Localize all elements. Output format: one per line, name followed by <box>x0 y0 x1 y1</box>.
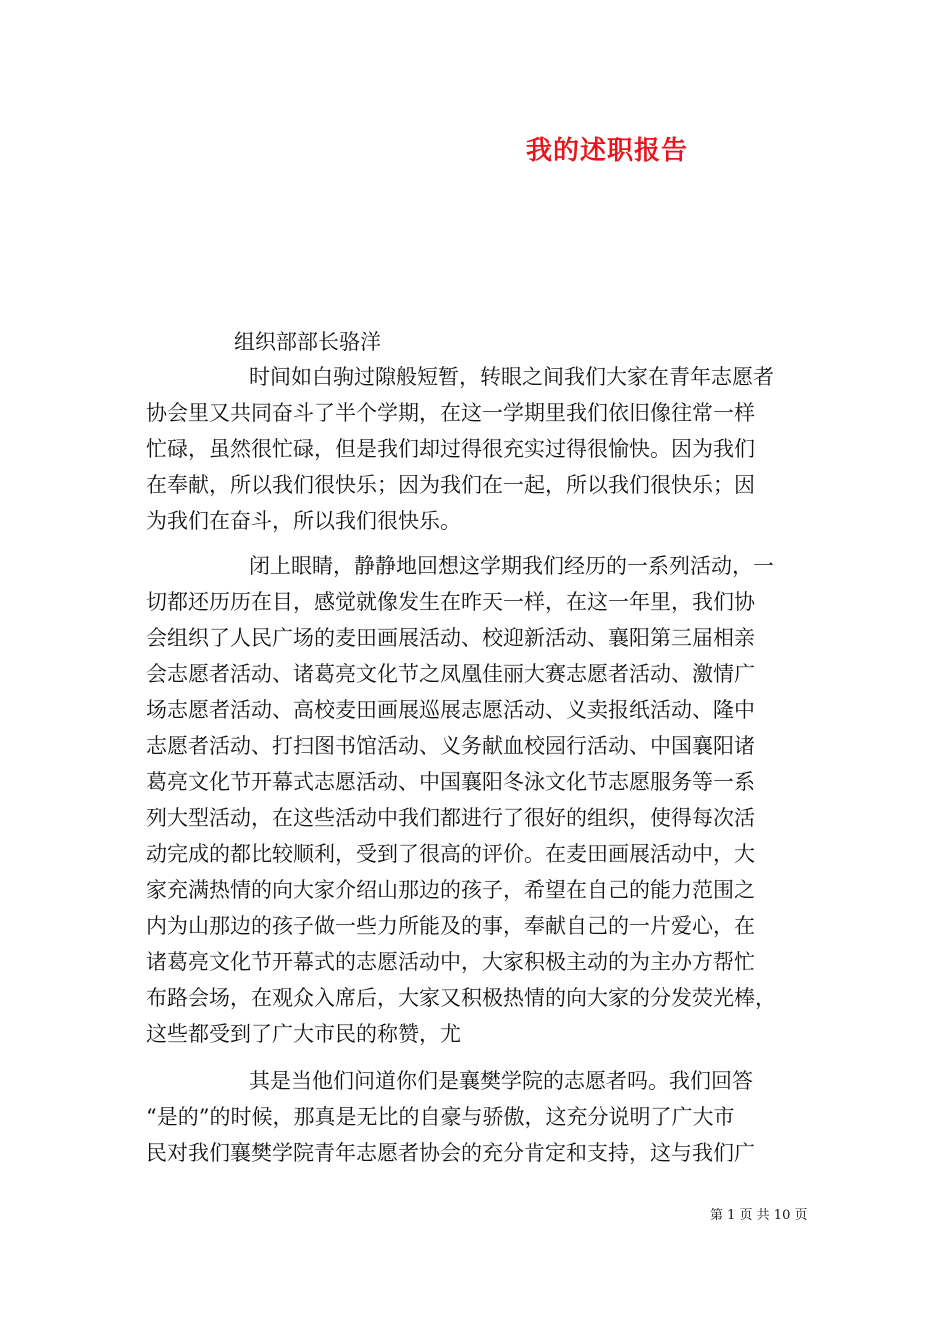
text-line: 切都还历历在目，感觉就像发生在昨天一样，在这一年里，我们协 <box>146 590 755 614</box>
text-line: 葛亮文化节开幕式志愿活动、中国襄阳冬泳文化节志愿服务等一系 <box>146 770 755 794</box>
text-line: 会志愿者活动、诸葛亮文化节之凤凰佳丽大赛志愿者活动、激情广 <box>146 662 755 686</box>
text-line: 时间如白驹过隙般短暂，转眼之间我们大家在青年志愿者 <box>249 365 774 389</box>
text-line: 布路会场，在观众入席后，大家又积极热情的向大家的分发荧光棒， <box>146 986 776 1010</box>
text-line: 民对我们襄樊学院青年志愿者协会的充分肯定和支持，这与我们广 <box>146 1141 755 1165</box>
text-line: 家充满热情的向大家介绍山那边的孩子，希望在自己的能力范围之 <box>146 878 755 902</box>
text-line: 会组织了人民广场的麦田画展活动、校迎新活动、襄阳第三届相亲 <box>146 626 755 650</box>
text-line: “是的”的时候，那真是无比的自豪与骄傲，这充分说明了广大市 <box>146 1105 735 1129</box>
text-line: 动完成的都比较顺利，受到了很高的评价。在麦田画展活动中，大 <box>146 842 755 866</box>
text-line: 闭上眼睛，静静地回想这学期我们经历的一系列活动，一 <box>249 554 774 578</box>
author-line: 组织部部长骆洋 <box>234 330 381 354</box>
text-line: 志愿者活动、打扫图书馆活动、义务献血校园行活动、中国襄阳诸 <box>146 734 755 758</box>
text-line: 诸葛亮文化节开幕式的志愿活动中，大家积极主动的为主办方帮忙 <box>146 950 755 974</box>
text-line: 在奉献，所以我们很快乐；因为我们在一起，所以我们很快乐；因 <box>146 473 755 497</box>
text-line: 内为山那边的孩子做一些力所能及的事，奉献自己的一片爱心，在 <box>146 914 755 938</box>
text-line: 这些都受到了广大市民的称赞，尤 <box>146 1022 461 1046</box>
text-line: 协会里又共同奋斗了半个学期，在这一学期里我们依旧像往常一样 <box>146 401 755 425</box>
page-number-footer: 第 1 页 共 10 页 <box>710 1208 808 1223</box>
text-line: 列大型活动，在这些活动中我们都进行了很好的组织，使得每次活 <box>146 806 755 830</box>
text-line: 为我们在奋斗，所以我们很快乐。 <box>146 509 461 533</box>
document-title: 我的述职报告 <box>526 136 689 166</box>
text-line: 场志愿者活动、高校麦田画展巡展志愿活动、义卖报纸活动、隆中 <box>146 698 755 722</box>
text-line: 忙碌，虽然很忙碌，但是我们却过得很充实过得很愉快。因为我们 <box>146 437 755 461</box>
text-line: 其是当他们问道你们是襄樊学院的志愿者吗。我们回答 <box>249 1069 753 1093</box>
